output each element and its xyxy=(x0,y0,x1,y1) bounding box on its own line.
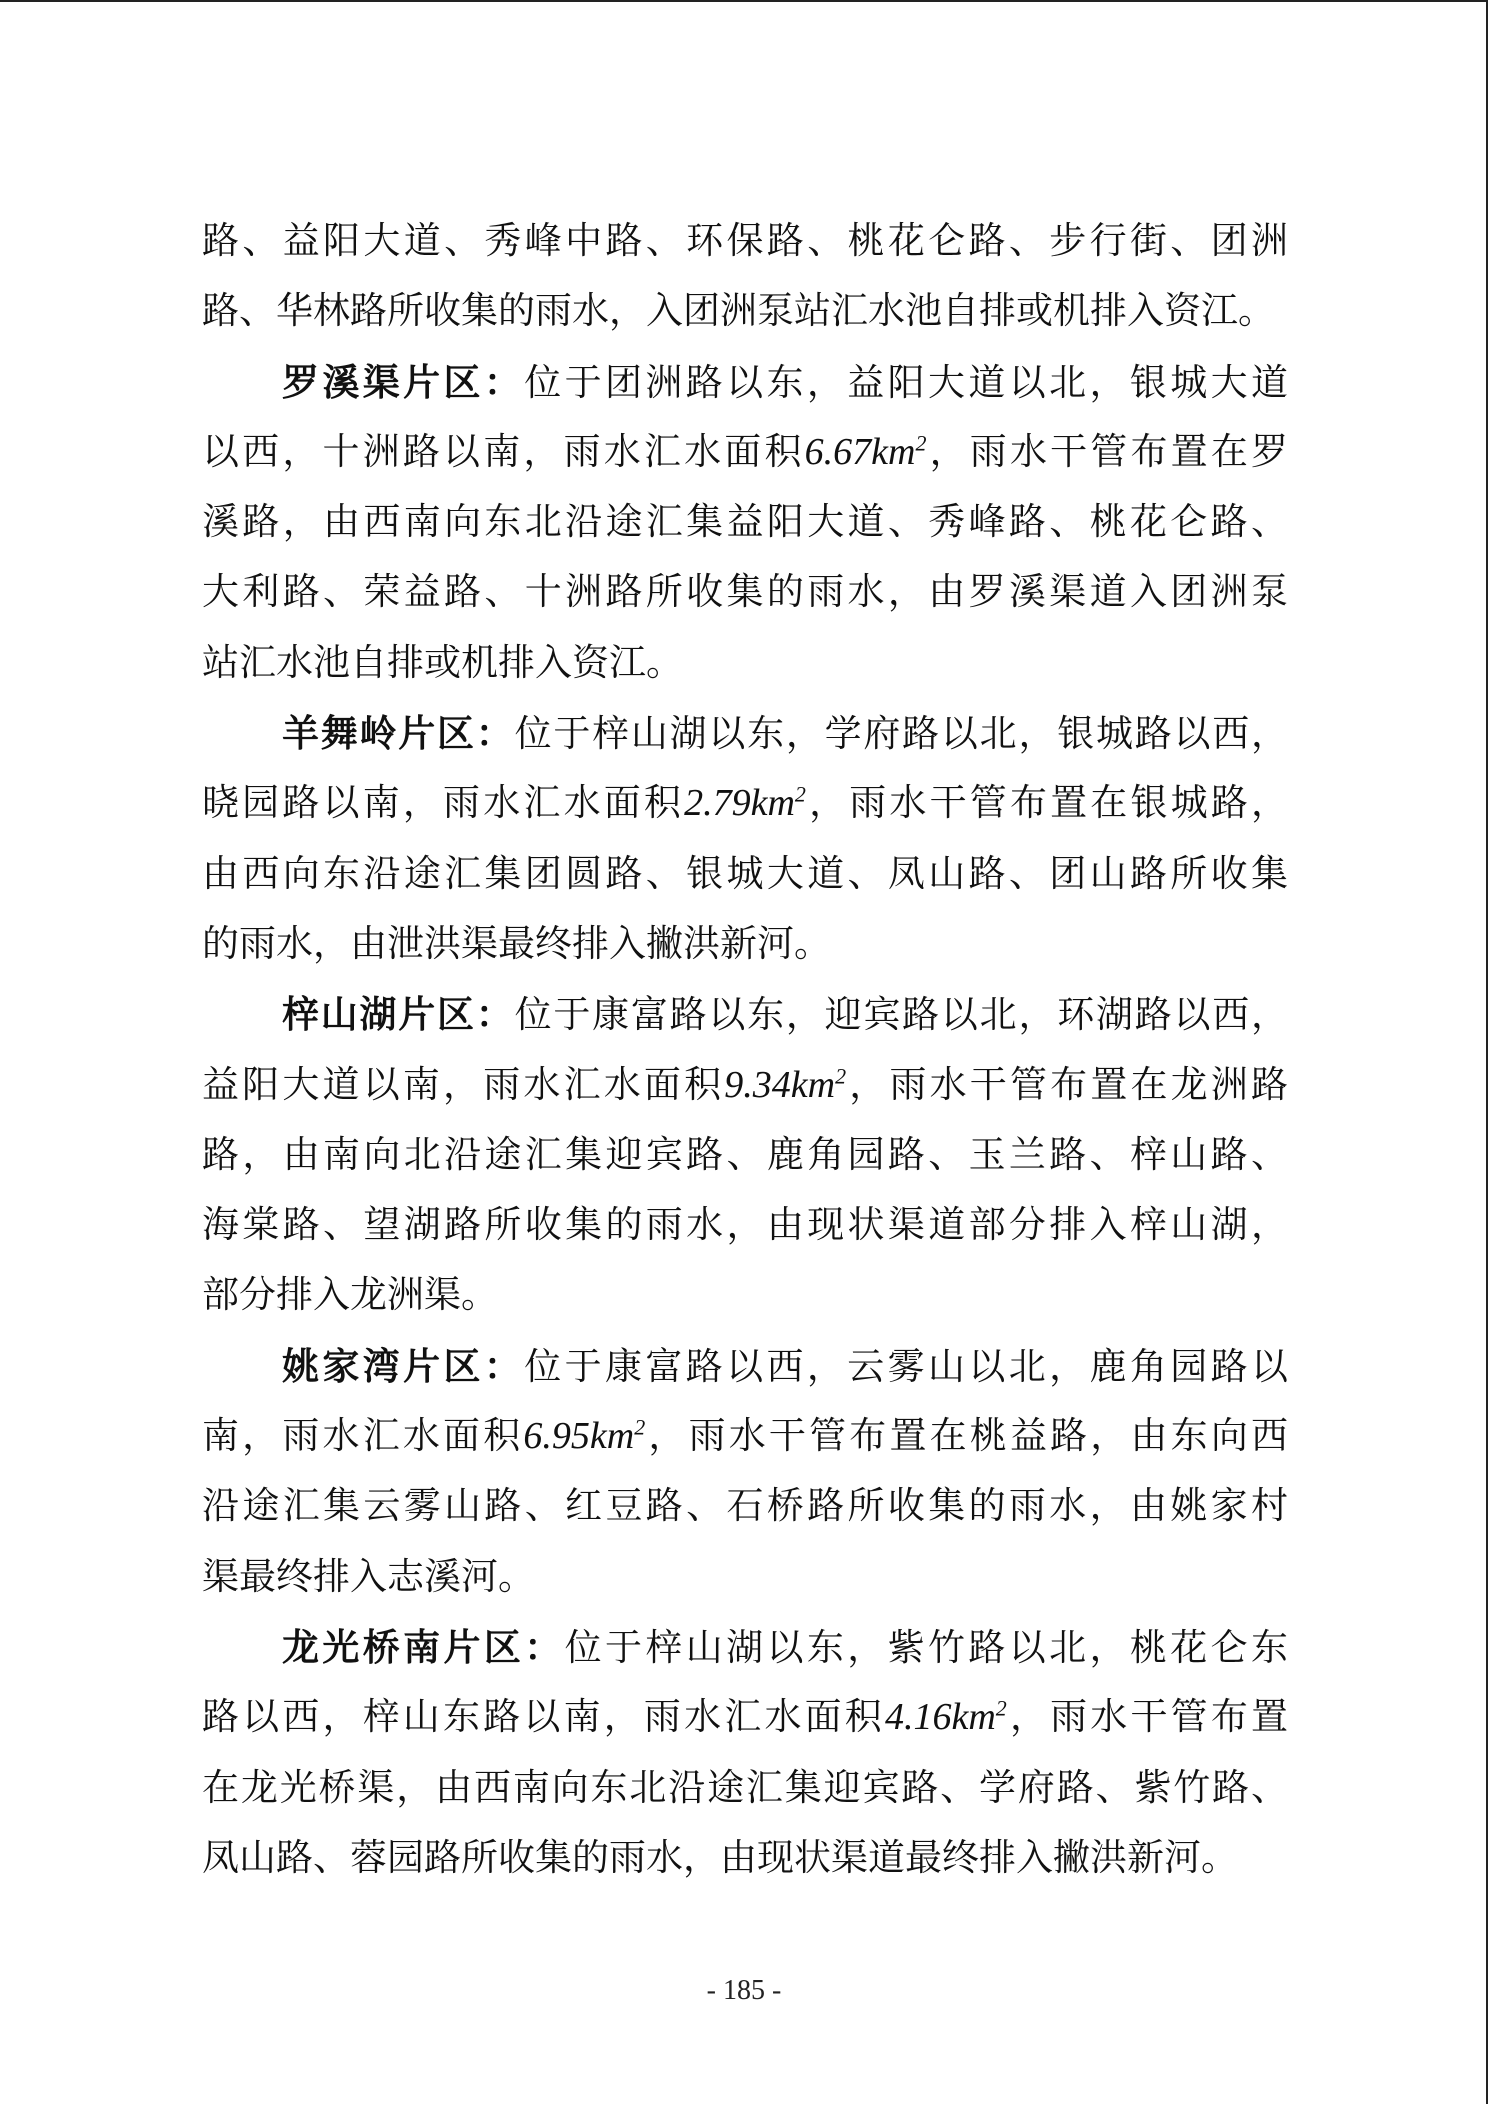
text-segment: 沿途汇集云雾山路、红豆路、石桥路所收集的雨水，由姚家村 xyxy=(202,1484,1288,1528)
text-line xyxy=(202,628,1288,698)
area-value: 6.67km xyxy=(804,430,916,473)
text-line xyxy=(202,276,1288,346)
text-segment: ，雨水干管布置在罗 xyxy=(926,429,1289,473)
unit-superscript: 2 xyxy=(995,1695,1007,1721)
text-segment: 的雨水，由泄洪渠最终排入撇洪新河。 xyxy=(202,921,831,965)
text-line xyxy=(202,1612,1288,1682)
section-heading: 梓山湖片区： xyxy=(282,992,515,1037)
section-heading: 龙光桥南片区： xyxy=(282,1624,565,1669)
text-segment: 凤山路、蓉园路所收集的雨水，由现状渠道最终排入撇洪新河。 xyxy=(202,1835,1238,1879)
text-line xyxy=(202,347,1288,417)
text-segment: 路以西，梓山东路以南，雨水汇水面积 xyxy=(202,1695,885,1739)
text-line xyxy=(202,1331,1288,1401)
text-segment: ，雨水干管布置 xyxy=(1006,1695,1289,1739)
text-segment: 位于康富路以西，云雾山以北，鹿角园路以 xyxy=(524,1344,1288,1388)
text-segment: 位于康富路以东，迎宾路以北，环湖路以西， xyxy=(514,993,1289,1037)
page-top-border xyxy=(0,0,1488,2)
text-segment: 溪路，由西南向东北沿途汇集益阳大道、秀峰路、桃花仑路、 xyxy=(202,500,1288,544)
area-value: 6.95km xyxy=(523,1415,635,1458)
text-line xyxy=(202,1753,1288,1823)
text-segment: 路、益阳大道、秀峰中路、环保路、桃花仑路、步行街、团洲 xyxy=(202,219,1288,262)
text-segment: ，雨水干管布置在龙洲路 xyxy=(846,1062,1289,1106)
unit-superscript: 2 xyxy=(794,782,806,808)
text-line xyxy=(202,909,1288,979)
section-heading: 姚家湾片区： xyxy=(282,1343,525,1388)
area-value: 4.16km xyxy=(884,1696,996,1739)
body-text xyxy=(202,206,1288,1893)
text-segment: 位于梓山湖以东，紫竹路以北，桃花仑东 xyxy=(564,1625,1288,1669)
text-line xyxy=(202,1260,1288,1330)
text-segment: 路、华林路所收集的雨水，入团洲泵站汇水池自排或机排入资江。 xyxy=(202,289,1275,333)
text-segment: 益阳大道以南，雨水汇水面积 xyxy=(202,1062,725,1106)
paragraph xyxy=(202,1612,1288,1893)
text-line xyxy=(202,1682,1288,1752)
paragraph xyxy=(202,698,1288,979)
paragraph xyxy=(202,979,1288,1330)
text-segment: 部分排入龙洲渠。 xyxy=(202,1273,498,1317)
paragraph xyxy=(202,1331,1288,1612)
text-line xyxy=(202,1542,1288,1612)
text-line xyxy=(202,1190,1288,1260)
text-segment: 由西向东沿途汇集团圆路、银城大道、凤山路、团山路所收集 xyxy=(202,851,1288,895)
page-number: - 185 - xyxy=(706,1975,782,2006)
text-line xyxy=(202,1471,1288,1541)
text-segment: 路，由南向北沿途汇集迎宾路、鹿角园路、玉兰路、梓山路、 xyxy=(202,1132,1288,1176)
unit-superscript: 2 xyxy=(634,1414,646,1440)
text-line xyxy=(202,979,1288,1049)
text-line xyxy=(202,698,1288,768)
text-segment: 站汇水池自排或机排入资江。 xyxy=(202,640,683,684)
area-value: 2.79km xyxy=(684,782,795,825)
paragraph xyxy=(202,347,1288,698)
paragraph xyxy=(202,206,1288,347)
text-line xyxy=(202,768,1288,838)
text-segment: 大利路、荣益路、十洲路所收集的雨水，由罗溪渠道入团洲泵 xyxy=(202,570,1288,614)
text-line xyxy=(202,206,1288,276)
text-line xyxy=(202,1823,1288,1893)
text-line xyxy=(202,557,1288,627)
text-segment: 晓园路以南，雨水汇水面积 xyxy=(202,781,685,825)
text-line xyxy=(202,1050,1288,1120)
text-line xyxy=(202,1120,1288,1190)
text-segment: 位于梓山湖以东，学府路以北，银城路以西， xyxy=(514,712,1289,756)
text-segment: 位于团洲路以东，益阳大道以北，银城大道 xyxy=(524,360,1288,404)
text-segment: 在龙光桥渠，由西南向东北沿途汇集迎宾路、学府路、紫竹路、 xyxy=(202,1765,1288,1809)
section-heading: 罗溪渠片区： xyxy=(282,359,525,404)
text-line xyxy=(202,417,1288,487)
area-value: 9.34km xyxy=(724,1063,836,1106)
unit-superscript: 2 xyxy=(915,430,927,456)
text-segment: 渠最终排入志溪河。 xyxy=(202,1554,535,1598)
text-segment: 南，雨水汇水面积 xyxy=(202,1414,524,1458)
text-segment: 以西，十洲路以南，雨水汇水面积 xyxy=(202,429,805,473)
text-line xyxy=(202,839,1288,909)
text-segment: ，雨水干管布置在银城路， xyxy=(805,781,1288,825)
text-line xyxy=(202,487,1288,557)
text-line xyxy=(202,1401,1288,1471)
unit-superscript: 2 xyxy=(835,1063,847,1089)
text-segment: 海棠路、望湖路所收集的雨水，由现状渠道部分排入梓山湖， xyxy=(202,1203,1288,1247)
section-heading: 羊舞岭片区： xyxy=(282,711,515,756)
text-segment: ，雨水干管布置在桃益路，由东向西 xyxy=(645,1414,1289,1458)
